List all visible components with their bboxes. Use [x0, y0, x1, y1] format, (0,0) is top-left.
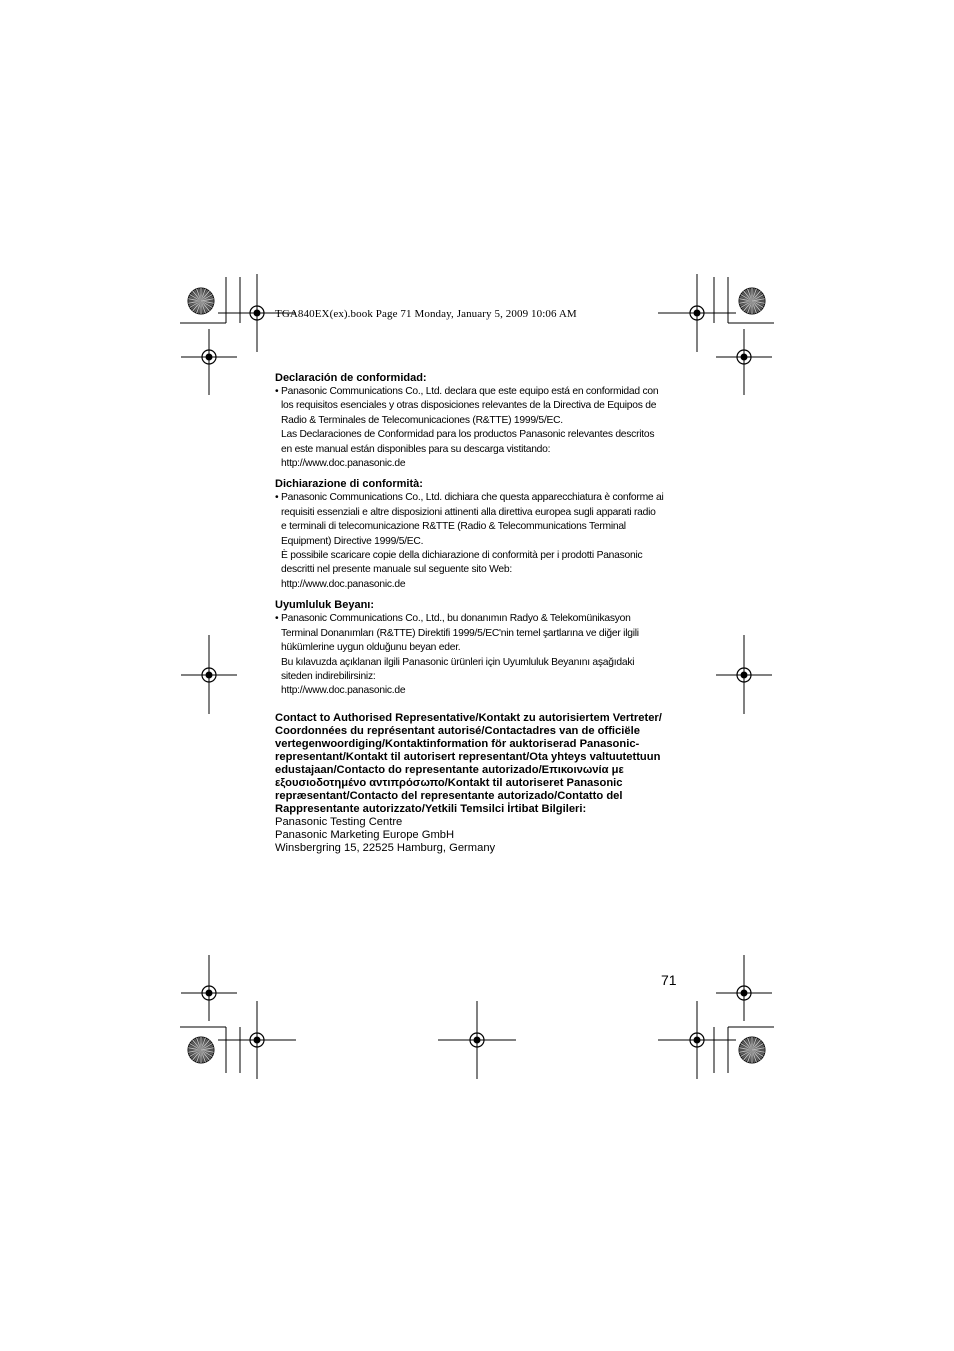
- contact-title-line: representant/Kontakt til autorisert representant/Ota yhteys valtuutettuun: [275, 751, 661, 763]
- paragraph-line: • Panasonic Communications Co., Ltd. dichiara che questa apparecchiatura è conforme ai: [275, 491, 685, 505]
- address-line: Panasonic Marketing Europe GmbH: [275, 829, 455, 841]
- url-text: http://www.doc.panasonic.de: [281, 578, 406, 590]
- paragraph-line: Terminal Donanımları (R&TTE) Direktifi 1999/5/EC'nin temel şartlarına ve diğer ilgili: [281, 627, 639, 639]
- paragraph-line: en este manual están disponibles para su descarga vistitando:: [281, 443, 551, 455]
- contact-title-line: Rappresentante autorizzato/Yetkili Temsilci İrtibat Bilgileri:: [275, 803, 587, 815]
- declaration-section-spanish: [275, 371, 685, 471]
- section-title: Dichiarazione di conformità:: [275, 478, 423, 491]
- contact-section: [275, 712, 695, 855]
- declaration-section-italian: [275, 477, 685, 592]
- page-number: 71: [661, 972, 677, 988]
- paragraph-line: descritti nel presente manuale sul seguente sito Web:: [281, 564, 512, 576]
- registration-dot: [206, 672, 213, 679]
- registration-dot: [474, 1037, 481, 1044]
- url-text: http://www.doc.panasonic.de: [281, 458, 406, 470]
- url-text: http://www.doc.panasonic.de: [281, 685, 406, 697]
- registration-dot: [741, 354, 748, 361]
- paragraph-line: Bu kılavuzda açıklanan ilgili Panasonic ürünleri için Uyumluluk Beyanını aşağıdaki: [281, 656, 635, 668]
- contact-title-line: vertegenwoordiging/Kontaktinformation för auktoriserad Panasonic-: [275, 738, 640, 750]
- registration-dot: [741, 672, 748, 679]
- paragraph-line: • Panasonic Communications Co., Ltd., bu donanımın Radyo & Telekomünikasyon: [275, 612, 685, 626]
- paragraph-line: • Panasonic Communications Co., Ltd. declara que este equipo está en conformidad con: [275, 385, 685, 399]
- print-header: TGA840EX(ex).book Page 71 Monday, January 5, 2009 10:06 AM: [275, 308, 577, 320]
- paragraph-line: los requisitos esenciales y otras disposiciones relevantes de la Directiva de Equipos de: [281, 400, 657, 412]
- paragraph-line: hükümlerine uygun olduğunu beyan eder.: [281, 642, 461, 654]
- paragraph-line: È possibile scaricare copie della dichiarazione di conformità per i prodotti Panasonic: [281, 550, 643, 562]
- contact-title-line: Contact to Authorised Representative/Kontakt zu autorisiertem Vertreter/: [275, 712, 662, 724]
- paragraph-line: Radio & Terminales de Telecomunicaciones (R&TTE) 1999/5/EC.: [281, 414, 563, 426]
- contact-title-line: repræsentant/Contacto del representante autorizado/Contatto del: [275, 790, 623, 802]
- contact-title-line: edustajaan/Contacto do representante autorizado/Επικοινωνία με: [275, 764, 624, 776]
- paragraph-line: e terminali di telecomunicazione R&TTE (Radio & Telecommunications Terminal: [281, 521, 626, 533]
- paragraph-line: Equipment) Directive 1999/5/EC.: [281, 535, 424, 547]
- address-line: Panasonic Testing Centre: [275, 816, 403, 828]
- declaration-section-turkish: [275, 598, 685, 698]
- declarations: [275, 371, 685, 705]
- registration-dot: [206, 990, 213, 997]
- registration-dot: [254, 1037, 261, 1044]
- paragraph-line: Las Declaraciones de Conformidad para los productos Panasonic relevantes descritos: [281, 429, 655, 441]
- registration-dot: [741, 990, 748, 997]
- address-line: Winsbergring 15, 22525 Hamburg, Germany: [275, 842, 496, 854]
- contact-title-line: εξουσιοδοτημένο αντιπρόσωπο/Kontakt til autoriseret Panasonic: [275, 777, 623, 789]
- registration-dot: [694, 1037, 701, 1044]
- section-title: Uyumluluk Beyanı:: [275, 599, 375, 612]
- paragraph-line: siteden indirebilirsiniz:: [281, 670, 376, 682]
- registration-dot: [206, 354, 213, 361]
- registration-dot: [694, 310, 701, 317]
- contact-title-line: Coordonnées du représentant autorisé/Contactadres van de officiële: [275, 725, 640, 737]
- paragraph-line: requisiti essenziali e altre disposizioni attinenti alla direttiva europea sugli apparati radio: [281, 506, 656, 518]
- registration-dot: [254, 310, 261, 317]
- section-title: Declaración de conformidad:: [275, 372, 427, 384]
